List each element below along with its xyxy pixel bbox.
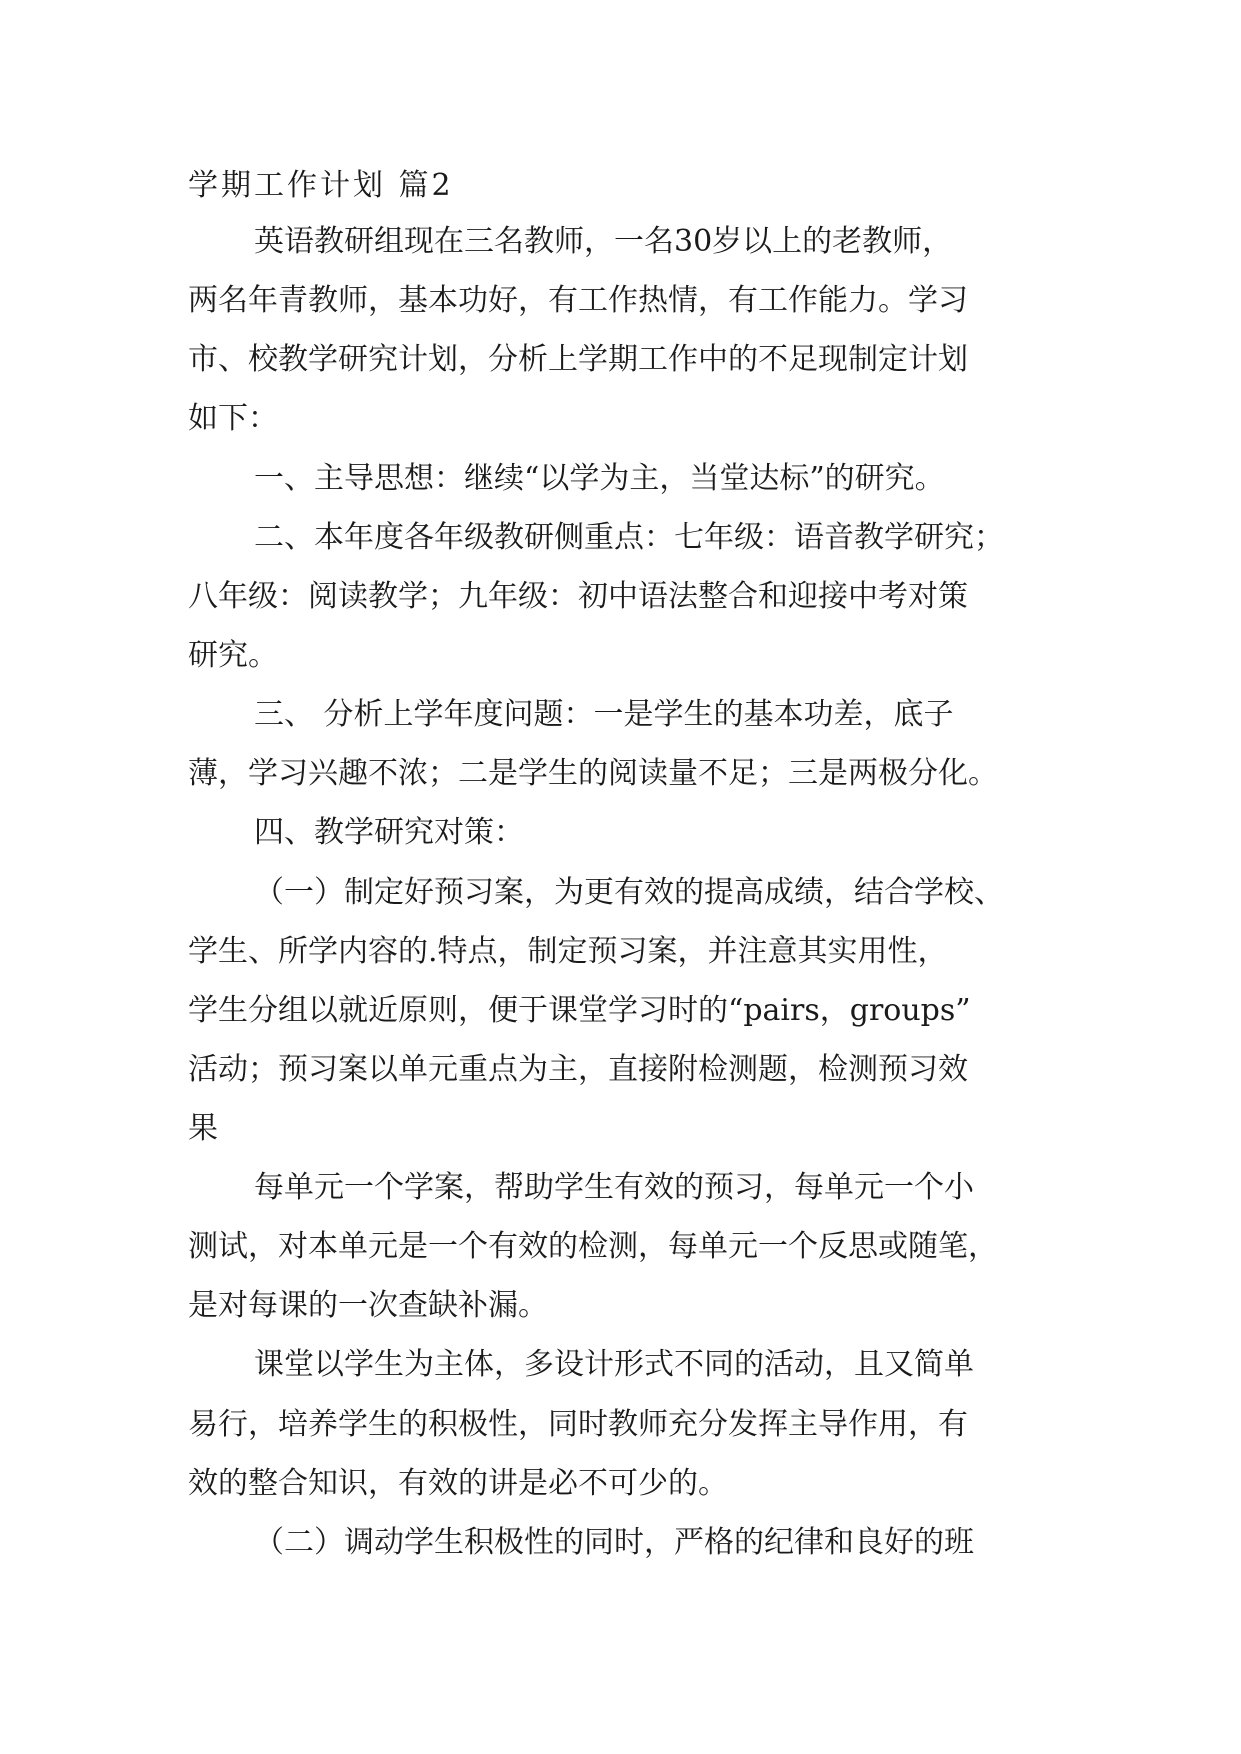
text-line-7: 八年级：阅读教学；九年级：初中语法整合和迎接中考对策 bbox=[188, 579, 968, 614]
document-title: 学期工作计划 篇2 bbox=[188, 168, 454, 203]
text-line-6: 二、本年度各年级教研侧重点：七年级：语音教学研究； bbox=[254, 520, 1004, 555]
text-line-20: 课堂以学生为主体，多设计形式不同的活动，且又简单 bbox=[254, 1347, 974, 1382]
text-line-19: 是对每课的一次查缺补漏。 bbox=[188, 1288, 548, 1323]
text-line-4: 如下： bbox=[188, 401, 278, 436]
text-line-13: 学生、所学内容的.特点，制定预习案，并注意其实用性， bbox=[188, 934, 948, 969]
text-line-1: 英语教研组现在三名教师，一名30岁以上的老教师， bbox=[254, 224, 953, 259]
text-line-18: 测试，对本单元是一个有效的检测，每单元一个反思或随笔， bbox=[188, 1229, 998, 1264]
text-line-21: 易行，培养学生的积极性，同时教师充分发挥主导作用，有 bbox=[188, 1407, 968, 1442]
text-line-12: （一）制定好预习案，为更有效的提高成绩，结合学校、 bbox=[254, 875, 1004, 910]
text-line-23: （二）调动学生积极性的同时，严格的纪律和良好的班 bbox=[254, 1525, 974, 1560]
text-line-9: 三、 分析上学年度问题：一是学生的基本功差，底子 bbox=[254, 697, 954, 732]
text-line-5: 一、主导思想：继续“以学为主，当堂达标”的研究。 bbox=[254, 461, 945, 496]
text-line-10: 薄，学习兴趣不浓；二是学生的阅读量不足；三是两极分化。 bbox=[188, 756, 998, 791]
text-line-8: 研究。 bbox=[188, 638, 278, 673]
text-line-2: 两名年青教师，基本功好，有工作热情，有工作能力。学习 bbox=[188, 283, 968, 318]
text-line-15: 活动；预习案以单元重点为主，直接附检测题，检测预习效 bbox=[188, 1052, 968, 1087]
text-line-22: 效的整合知识，有效的讲是必不可少的。 bbox=[188, 1466, 728, 1501]
text-line-17: 每单元一个学案，帮助学生有效的预习，每单元一个小 bbox=[254, 1170, 974, 1205]
text-line-11: 四、教学研究对策： bbox=[254, 815, 524, 850]
text-line-3: 市、校教学研究计划，分析上学期工作中的不足现制定计划 bbox=[188, 342, 968, 377]
text-line-14: 学生分组以就近原则，便于课堂学习时的“pairs，groups” bbox=[188, 993, 971, 1028]
text-line-16: 果 bbox=[188, 1111, 218, 1146]
